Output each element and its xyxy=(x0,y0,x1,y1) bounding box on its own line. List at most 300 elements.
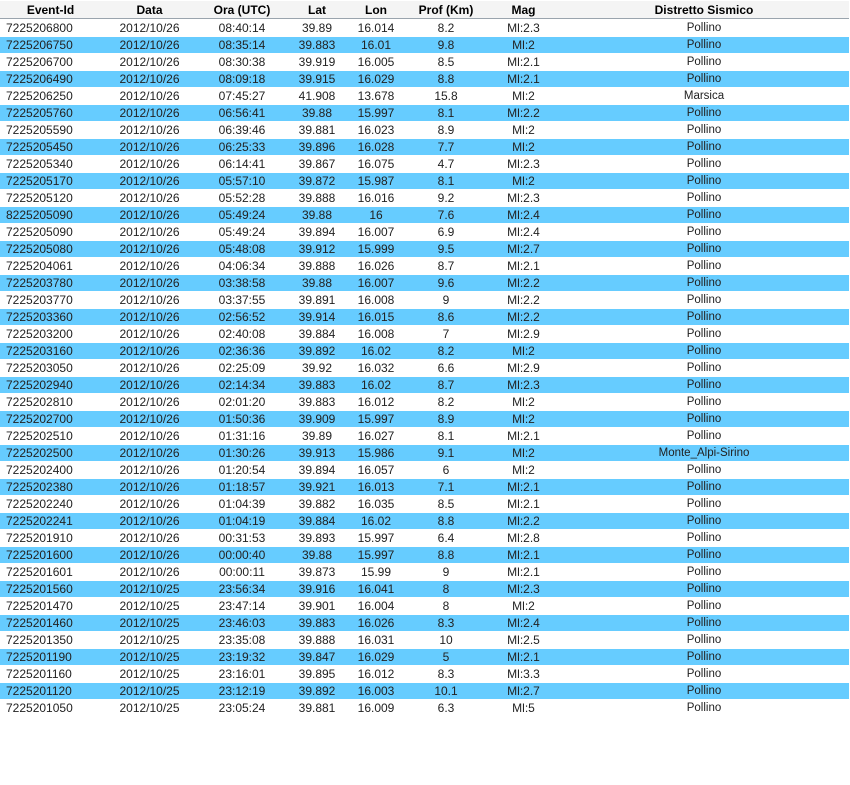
date-cell: 2012/10/26 xyxy=(101,377,198,393)
date-cell: 2012/10/26 xyxy=(101,190,198,206)
event-id-cell: 7225201600 xyxy=(0,547,101,563)
table-row xyxy=(0,122,849,138)
event-id-cell: 7225206800 xyxy=(0,20,101,36)
table-row xyxy=(0,700,849,716)
magnitude-cell: Ml:2.1 xyxy=(488,547,559,563)
depth-cell: 9.1 xyxy=(404,445,488,461)
lat-cell: 39.888 xyxy=(286,190,348,206)
lon-cell: 16.012 xyxy=(348,394,404,410)
event-id-cell: 7225202940 xyxy=(0,377,101,393)
event-id-cell: 7225201350 xyxy=(0,632,101,648)
depth-cell: 9.8 xyxy=(404,37,488,53)
magnitude-cell: Ml:2 xyxy=(488,445,559,461)
time-cell: 05:52:28 xyxy=(198,190,286,206)
lon-cell: 16.014 xyxy=(348,20,404,36)
event-id-cell: 7225202240 xyxy=(0,496,101,512)
event-id-cell: 7225206250 xyxy=(0,88,101,104)
time-cell: 23:19:32 xyxy=(198,649,286,665)
district-cell: Pollino xyxy=(559,173,849,189)
depth-cell: 9 xyxy=(404,292,488,308)
date-cell: 2012/10/26 xyxy=(101,411,198,427)
date-cell: 2012/10/25 xyxy=(101,632,198,648)
time-cell: 01:20:54 xyxy=(198,462,286,478)
lon-cell: 16.008 xyxy=(348,292,404,308)
lat-cell: 39.873 xyxy=(286,564,348,580)
magnitude-cell: Ml:3.3 xyxy=(488,666,559,682)
date-cell: 2012/10/26 xyxy=(101,309,198,325)
district-cell: Monte_Alpi-Sirino xyxy=(559,445,849,461)
table-header-row xyxy=(0,1,849,19)
depth-cell: 8 xyxy=(404,581,488,597)
table-row xyxy=(0,666,849,682)
magnitude-cell: Ml:2.2 xyxy=(488,513,559,529)
date-cell: 2012/10/26 xyxy=(101,343,198,359)
district-cell: Pollino xyxy=(559,394,849,410)
lat-cell: 39.913 xyxy=(286,445,348,461)
event-id-cell: 7225202500 xyxy=(0,445,101,461)
date-cell: 2012/10/26 xyxy=(101,105,198,121)
header-event-id: Event-Id xyxy=(0,1,101,19)
table-row xyxy=(0,326,849,342)
lon-cell: 16.005 xyxy=(348,54,404,70)
depth-cell: 10.1 xyxy=(404,683,488,699)
time-cell: 08:35:14 xyxy=(198,37,286,53)
magnitude-cell: Ml:2.1 xyxy=(488,564,559,580)
event-id-cell: 7225202380 xyxy=(0,479,101,495)
table-row xyxy=(0,71,849,87)
lon-cell: 16.012 xyxy=(348,666,404,682)
event-id-cell: 7225201470 xyxy=(0,598,101,614)
depth-cell: 4.7 xyxy=(404,156,488,172)
time-cell: 23:46:03 xyxy=(198,615,286,631)
magnitude-cell: Ml:2.2 xyxy=(488,309,559,325)
lon-cell: 16.028 xyxy=(348,139,404,155)
lat-cell: 39.92 xyxy=(286,360,348,376)
magnitude-cell: Ml:2.1 xyxy=(488,479,559,495)
district-cell: Pollino xyxy=(559,139,849,155)
time-cell: 01:31:16 xyxy=(198,428,286,444)
date-cell: 2012/10/26 xyxy=(101,241,198,257)
depth-cell: 7.6 xyxy=(404,207,488,223)
table-row xyxy=(0,207,849,223)
time-cell: 04:06:34 xyxy=(198,258,286,274)
depth-cell: 6.6 xyxy=(404,360,488,376)
magnitude-cell: Ml:2.7 xyxy=(488,241,559,257)
time-cell: 01:04:39 xyxy=(198,496,286,512)
date-cell: 2012/10/25 xyxy=(101,581,198,597)
date-cell: 2012/10/25 xyxy=(101,615,198,631)
depth-cell: 5 xyxy=(404,649,488,665)
event-id-cell: 7225206490 xyxy=(0,71,101,87)
magnitude-cell: Ml:2.4 xyxy=(488,224,559,240)
magnitude-cell: Ml:2 xyxy=(488,88,559,104)
district-cell: Pollino xyxy=(559,581,849,597)
date-cell: 2012/10/26 xyxy=(101,394,198,410)
lat-cell: 39.921 xyxy=(286,479,348,495)
event-id-cell: 7225202700 xyxy=(0,411,101,427)
date-cell: 2012/10/26 xyxy=(101,54,198,70)
lat-cell: 39.888 xyxy=(286,258,348,274)
event-id-cell: 7225203360 xyxy=(0,309,101,325)
event-id-cell: 7225203050 xyxy=(0,360,101,376)
table-row xyxy=(0,309,849,325)
time-cell: 05:49:24 xyxy=(198,224,286,240)
district-cell: Pollino xyxy=(559,122,849,138)
date-cell: 2012/10/26 xyxy=(101,292,198,308)
magnitude-cell: Ml:2.1 xyxy=(488,649,559,665)
lon-cell: 16.007 xyxy=(348,224,404,240)
event-id-cell: 7225206700 xyxy=(0,54,101,70)
date-cell: 2012/10/26 xyxy=(101,156,198,172)
lat-cell: 39.883 xyxy=(286,394,348,410)
depth-cell: 8.9 xyxy=(404,411,488,427)
event-id-cell: 8225205090 xyxy=(0,207,101,223)
lat-cell: 39.883 xyxy=(286,377,348,393)
header-depth-km: Prof (Km) xyxy=(404,1,488,19)
magnitude-cell: Ml:2.7 xyxy=(488,683,559,699)
date-cell: 2012/10/26 xyxy=(101,360,198,376)
event-id-cell: 7225202510 xyxy=(0,428,101,444)
lon-cell: 15.986 xyxy=(348,445,404,461)
header-lat: Lat xyxy=(286,1,348,19)
district-cell: Pollino xyxy=(559,20,849,36)
lon-cell: 16.009 xyxy=(348,700,404,716)
lon-cell: 16.02 xyxy=(348,343,404,359)
district-cell: Pollino xyxy=(559,700,849,716)
lon-cell: 16.029 xyxy=(348,71,404,87)
depth-cell: 7.7 xyxy=(404,139,488,155)
depth-cell: 8.8 xyxy=(404,513,488,529)
time-cell: 23:56:34 xyxy=(198,581,286,597)
depth-cell: 9.2 xyxy=(404,190,488,206)
lon-cell: 16.02 xyxy=(348,513,404,529)
header-seismic-district: Distretto Sismico xyxy=(559,1,849,19)
district-cell: Pollino xyxy=(559,649,849,665)
magnitude-cell: Ml:2.4 xyxy=(488,207,559,223)
depth-cell: 8.3 xyxy=(404,615,488,631)
lon-cell: 16.029 xyxy=(348,649,404,665)
time-cell: 06:25:33 xyxy=(198,139,286,155)
lon-cell: 15.997 xyxy=(348,411,404,427)
table-row xyxy=(0,173,849,189)
district-cell: Pollino xyxy=(559,309,849,325)
lat-cell: 39.901 xyxy=(286,598,348,614)
event-id-cell: 7225203200 xyxy=(0,326,101,342)
lon-cell: 16.041 xyxy=(348,581,404,597)
lon-cell: 16.027 xyxy=(348,428,404,444)
date-cell: 2012/10/26 xyxy=(101,445,198,461)
date-cell: 2012/10/26 xyxy=(101,20,198,36)
magnitude-cell: Ml:2 xyxy=(488,411,559,427)
district-cell: Pollino xyxy=(559,105,849,121)
depth-cell: 8.1 xyxy=(404,173,488,189)
event-id-cell: 7225203160 xyxy=(0,343,101,359)
lat-cell: 39.893 xyxy=(286,530,348,546)
lon-cell: 15.987 xyxy=(348,173,404,189)
table-row xyxy=(0,445,849,461)
time-cell: 08:40:14 xyxy=(198,20,286,36)
table-row xyxy=(0,632,849,648)
magnitude-cell: Ml:5 xyxy=(488,700,559,716)
event-id-cell: 7225201190 xyxy=(0,649,101,665)
table-row xyxy=(0,88,849,104)
district-cell: Pollino xyxy=(559,496,849,512)
date-cell: 2012/10/26 xyxy=(101,37,198,53)
date-cell: 2012/10/26 xyxy=(101,564,198,580)
lat-cell: 39.882 xyxy=(286,496,348,512)
lat-cell: 39.919 xyxy=(286,54,348,70)
depth-cell: 8.8 xyxy=(404,71,488,87)
time-cell: 02:56:52 xyxy=(198,309,286,325)
magnitude-cell: Ml:2.1 xyxy=(488,428,559,444)
time-cell: 06:14:41 xyxy=(198,156,286,172)
table-row xyxy=(0,462,849,478)
depth-cell: 7 xyxy=(404,326,488,342)
depth-cell: 8.1 xyxy=(404,428,488,444)
table-row xyxy=(0,292,849,308)
district-cell: Pollino xyxy=(559,156,849,172)
date-cell: 2012/10/26 xyxy=(101,428,198,444)
district-cell: Pollino xyxy=(559,598,849,614)
lat-cell: 39.915 xyxy=(286,71,348,87)
time-cell: 03:38:58 xyxy=(198,275,286,291)
lon-cell: 16.013 xyxy=(348,479,404,495)
date-cell: 2012/10/26 xyxy=(101,207,198,223)
table-row xyxy=(0,258,849,274)
time-cell: 23:16:01 xyxy=(198,666,286,682)
event-id-cell: 7225204061 xyxy=(0,258,101,274)
lat-cell: 39.872 xyxy=(286,173,348,189)
lon-cell: 16 xyxy=(348,207,404,223)
district-cell: Pollino xyxy=(559,292,849,308)
table-row xyxy=(0,275,849,291)
magnitude-cell: Ml:2.4 xyxy=(488,615,559,631)
magnitude-cell: Ml:2.5 xyxy=(488,632,559,648)
header-magnitude: Mag xyxy=(488,1,559,19)
time-cell: 00:00:11 xyxy=(198,564,286,580)
district-cell: Pollino xyxy=(559,411,849,427)
date-cell: 2012/10/26 xyxy=(101,224,198,240)
district-cell: Pollino xyxy=(559,683,849,699)
table-row xyxy=(0,54,849,70)
table-row xyxy=(0,377,849,393)
district-cell: Pollino xyxy=(559,513,849,529)
date-cell: 2012/10/26 xyxy=(101,88,198,104)
time-cell: 06:39:46 xyxy=(198,122,286,138)
lat-cell: 39.88 xyxy=(286,105,348,121)
date-cell: 2012/10/26 xyxy=(101,530,198,546)
depth-cell: 8 xyxy=(404,598,488,614)
lon-cell: 16.003 xyxy=(348,683,404,699)
date-cell: 2012/10/26 xyxy=(101,139,198,155)
depth-cell: 8.5 xyxy=(404,496,488,512)
table-row xyxy=(0,37,849,53)
table-row xyxy=(0,20,849,36)
lat-cell: 39.881 xyxy=(286,700,348,716)
district-cell: Pollino xyxy=(559,258,849,274)
lat-cell: 39.909 xyxy=(286,411,348,427)
event-id-cell: 7225202241 xyxy=(0,513,101,529)
magnitude-cell: Ml:2 xyxy=(488,173,559,189)
magnitude-cell: Ml:2 xyxy=(488,343,559,359)
district-cell: Pollino xyxy=(559,615,849,631)
magnitude-cell: Ml:2.1 xyxy=(488,71,559,87)
lon-cell: 16.016 xyxy=(348,190,404,206)
lat-cell: 39.883 xyxy=(286,37,348,53)
date-cell: 2012/10/26 xyxy=(101,71,198,87)
lat-cell: 39.895 xyxy=(286,666,348,682)
magnitude-cell: Ml:2.2 xyxy=(488,105,559,121)
time-cell: 01:50:36 xyxy=(198,411,286,427)
magnitude-cell: Ml:2.2 xyxy=(488,292,559,308)
depth-cell: 8.5 xyxy=(404,54,488,70)
lon-cell: 15.99 xyxy=(348,564,404,580)
time-cell: 02:01:20 xyxy=(198,394,286,410)
lat-cell: 39.88 xyxy=(286,207,348,223)
district-cell: Pollino xyxy=(559,37,849,53)
time-cell: 02:36:36 xyxy=(198,343,286,359)
lon-cell: 16.01 xyxy=(348,37,404,53)
event-id-cell: 7225203770 xyxy=(0,292,101,308)
magnitude-cell: Ml:2.3 xyxy=(488,156,559,172)
district-cell: Pollino xyxy=(559,224,849,240)
depth-cell: 6.3 xyxy=(404,700,488,716)
table-row xyxy=(0,105,849,121)
lat-cell: 39.89 xyxy=(286,428,348,444)
event-id-cell: 7225201910 xyxy=(0,530,101,546)
table-row xyxy=(0,224,849,240)
event-id-cell: 7225201050 xyxy=(0,700,101,716)
magnitude-cell: Ml:2 xyxy=(488,37,559,53)
magnitude-cell: Ml:2 xyxy=(488,394,559,410)
date-cell: 2012/10/25 xyxy=(101,683,198,699)
event-id-cell: 7225205170 xyxy=(0,173,101,189)
district-cell: Pollino xyxy=(559,343,849,359)
lon-cell: 16.008 xyxy=(348,326,404,342)
event-id-cell: 7225201460 xyxy=(0,615,101,631)
lon-cell: 16.026 xyxy=(348,258,404,274)
lat-cell: 39.88 xyxy=(286,275,348,291)
table-row xyxy=(0,190,849,206)
district-cell: Pollino xyxy=(559,326,849,342)
magnitude-cell: Ml:2.3 xyxy=(488,581,559,597)
lon-cell: 16.031 xyxy=(348,632,404,648)
date-cell: 2012/10/26 xyxy=(101,513,198,529)
date-cell: 2012/10/25 xyxy=(101,598,198,614)
lat-cell: 39.914 xyxy=(286,309,348,325)
depth-cell: 7.1 xyxy=(404,479,488,495)
event-id-cell: 7225201560 xyxy=(0,581,101,597)
lat-cell: 39.894 xyxy=(286,462,348,478)
table-row xyxy=(0,394,849,410)
date-cell: 2012/10/26 xyxy=(101,326,198,342)
time-cell: 05:49:24 xyxy=(198,207,286,223)
lat-cell: 39.896 xyxy=(286,139,348,155)
lon-cell: 16.015 xyxy=(348,309,404,325)
time-cell: 02:14:34 xyxy=(198,377,286,393)
lon-cell: 16.035 xyxy=(348,496,404,512)
date-cell: 2012/10/26 xyxy=(101,462,198,478)
depth-cell: 9.5 xyxy=(404,241,488,257)
event-id-cell: 7225205120 xyxy=(0,190,101,206)
lon-cell: 16.032 xyxy=(348,360,404,376)
lon-cell: 15.999 xyxy=(348,241,404,257)
table-row xyxy=(0,598,849,614)
lat-cell: 39.894 xyxy=(286,224,348,240)
time-cell: 23:05:24 xyxy=(198,700,286,716)
table-row xyxy=(0,479,849,495)
magnitude-cell: Ml:2 xyxy=(488,462,559,478)
table-row xyxy=(0,581,849,597)
district-cell: Pollino xyxy=(559,479,849,495)
magnitude-cell: Ml:2.1 xyxy=(488,496,559,512)
table-row xyxy=(0,649,849,665)
date-cell: 2012/10/25 xyxy=(101,666,198,682)
event-id-cell: 7225202400 xyxy=(0,462,101,478)
depth-cell: 8.3 xyxy=(404,666,488,682)
time-cell: 06:56:41 xyxy=(198,105,286,121)
district-cell: Pollino xyxy=(559,190,849,206)
magnitude-cell: Ml:2 xyxy=(488,139,559,155)
lon-cell: 16.026 xyxy=(348,615,404,631)
lat-cell: 39.888 xyxy=(286,632,348,648)
time-cell: 03:37:55 xyxy=(198,292,286,308)
time-cell: 01:30:26 xyxy=(198,445,286,461)
depth-cell: 8.7 xyxy=(404,258,488,274)
event-id-cell: 7225205340 xyxy=(0,156,101,172)
magnitude-cell: Ml:2.3 xyxy=(488,377,559,393)
district-cell: Pollino xyxy=(559,632,849,648)
date-cell: 2012/10/26 xyxy=(101,173,198,189)
depth-cell: 8.2 xyxy=(404,343,488,359)
lon-cell: 13.678 xyxy=(348,88,404,104)
depth-cell: 8.7 xyxy=(404,377,488,393)
event-id-cell: 7225205080 xyxy=(0,241,101,257)
table-row xyxy=(0,428,849,444)
date-cell: 2012/10/26 xyxy=(101,547,198,563)
event-id-cell: 7225201601 xyxy=(0,564,101,580)
date-cell: 2012/10/25 xyxy=(101,700,198,716)
lon-cell: 16.023 xyxy=(348,122,404,138)
depth-cell: 6.9 xyxy=(404,224,488,240)
event-id-cell: 7225201120 xyxy=(0,683,101,699)
table-row xyxy=(0,360,849,376)
event-id-cell: 7225205450 xyxy=(0,139,101,155)
date-cell: 2012/10/26 xyxy=(101,122,198,138)
lat-cell: 39.89 xyxy=(286,20,348,36)
header-time-utc: Ora (UTC) xyxy=(198,1,286,19)
lat-cell: 39.884 xyxy=(286,326,348,342)
time-cell: 00:00:40 xyxy=(198,547,286,563)
time-cell: 02:40:08 xyxy=(198,326,286,342)
magnitude-cell: Ml:2 xyxy=(488,122,559,138)
table-row xyxy=(0,156,849,172)
time-cell: 07:45:27 xyxy=(198,88,286,104)
district-cell: Pollino xyxy=(559,666,849,682)
time-cell: 05:57:10 xyxy=(198,173,286,189)
depth-cell: 10 xyxy=(404,632,488,648)
district-cell: Pollino xyxy=(559,275,849,291)
district-cell: Pollino xyxy=(559,71,849,87)
table-row xyxy=(0,513,849,529)
lon-cell: 16.075 xyxy=(348,156,404,172)
table-body xyxy=(0,20,849,716)
time-cell: 00:31:53 xyxy=(198,530,286,546)
lat-cell: 39.892 xyxy=(286,343,348,359)
magnitude-cell: Ml:2 xyxy=(488,598,559,614)
depth-cell: 8.6 xyxy=(404,309,488,325)
date-cell: 2012/10/25 xyxy=(101,649,198,665)
